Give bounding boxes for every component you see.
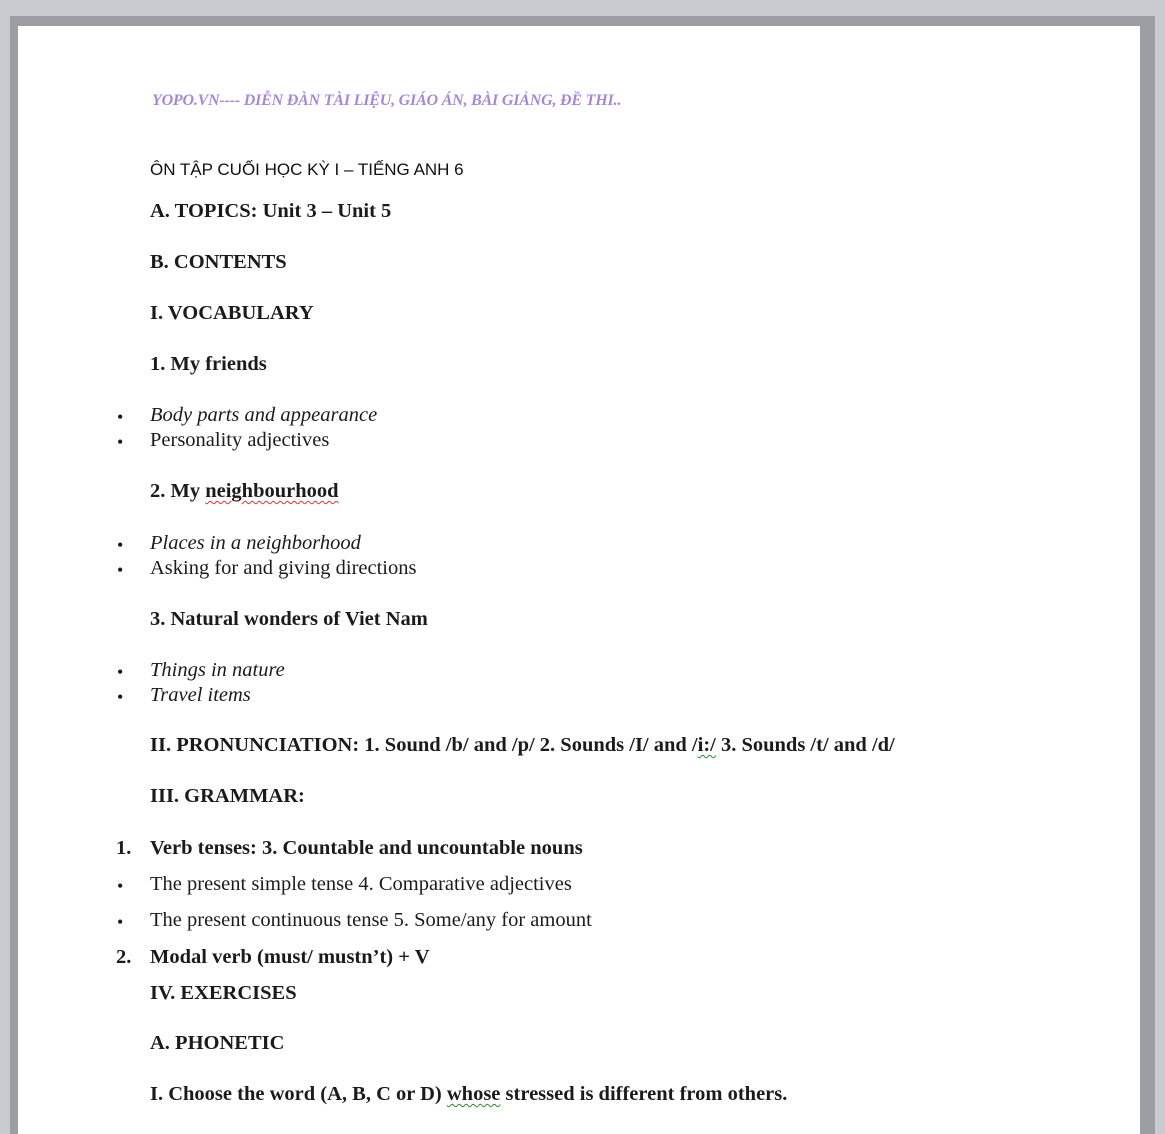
phonetic-heading: A. PHONETIC: [150, 1032, 285, 1054]
list-item: Places in a neighborhood: [150, 532, 361, 554]
bullet-icon: •: [117, 876, 124, 896]
document-title: ÔN TẬP CUỐI HỌC KỲ I – TIẾNG ANH 6: [150, 160, 464, 179]
bullet-icon: •: [117, 535, 124, 555]
grammar-check-word: i:/: [697, 734, 716, 756]
list-item: The present continuous tense 5. Some/any for amount: [150, 909, 592, 931]
question-suffix: stressed is different from others.: [500, 1083, 788, 1105]
section-natural-wonders-heading: 3. Natural wonders of Viet Nam: [150, 608, 428, 630]
question-heading: [150, 1083, 787, 1106]
pronunciation-suffix: 3. Sounds /t/ and /d/: [715, 734, 895, 756]
list-item: Asking for and giving directions: [150, 557, 417, 579]
bullet-icon: •: [117, 432, 124, 452]
list-item: Body parts and appearance: [150, 404, 378, 426]
list-item: Things in nature: [150, 659, 285, 681]
grammar-check-word: whose: [446, 1083, 501, 1105]
bullet-icon: •: [117, 912, 124, 932]
document-page: [18, 26, 1140, 1134]
spellcheck-word: neighbourhood: [205, 480, 339, 502]
list-number: 2.: [116, 946, 132, 968]
bullet-icon: •: [117, 662, 124, 682]
vocabulary-heading: I. VOCABULARY: [150, 302, 314, 324]
list-item: Travel items: [150, 684, 251, 706]
list-item: Personality adjectives: [150, 429, 330, 451]
bullet-icon: •: [117, 407, 124, 427]
heading-prefix: 2. My: [150, 480, 206, 502]
grammar-heading: III. GRAMMAR:: [150, 785, 305, 807]
list-item: The present simple tense 4. Comparative adjectives: [150, 873, 572, 895]
question-prefix: I. Choose the word (A, B, C or D): [150, 1083, 447, 1105]
pronunciation-heading: [150, 734, 895, 757]
contents-heading: B. CONTENTS: [150, 251, 287, 273]
section-my-friends-heading: 1. My friends: [150, 353, 267, 375]
watermark-header: YOPO.VN---- DIỄN ĐÀN TÀI LIỆU, GIÁO ÁN, BÀI GIẢNG, ĐỀ THI..: [152, 92, 622, 109]
bullet-icon: •: [117, 560, 124, 580]
grammar-line: Verb tenses: 3. Countable and uncountable nouns: [150, 837, 583, 859]
list-number: 1.: [116, 837, 132, 859]
bullet-icon: •: [117, 687, 124, 707]
topics-heading: A. TOPICS: Unit 3 – Unit 5: [150, 200, 392, 222]
exercises-heading: IV. EXERCISES: [150, 982, 297, 1004]
grammar-line: Modal verb (must/ mustn’t) + V: [150, 946, 430, 968]
pronunciation-prefix: II. PRONUNCIATION: 1. Sound /b/ and /p/ 2. Sounds /I/ and /: [150, 734, 698, 756]
section-neighbourhood-heading: [150, 480, 339, 503]
